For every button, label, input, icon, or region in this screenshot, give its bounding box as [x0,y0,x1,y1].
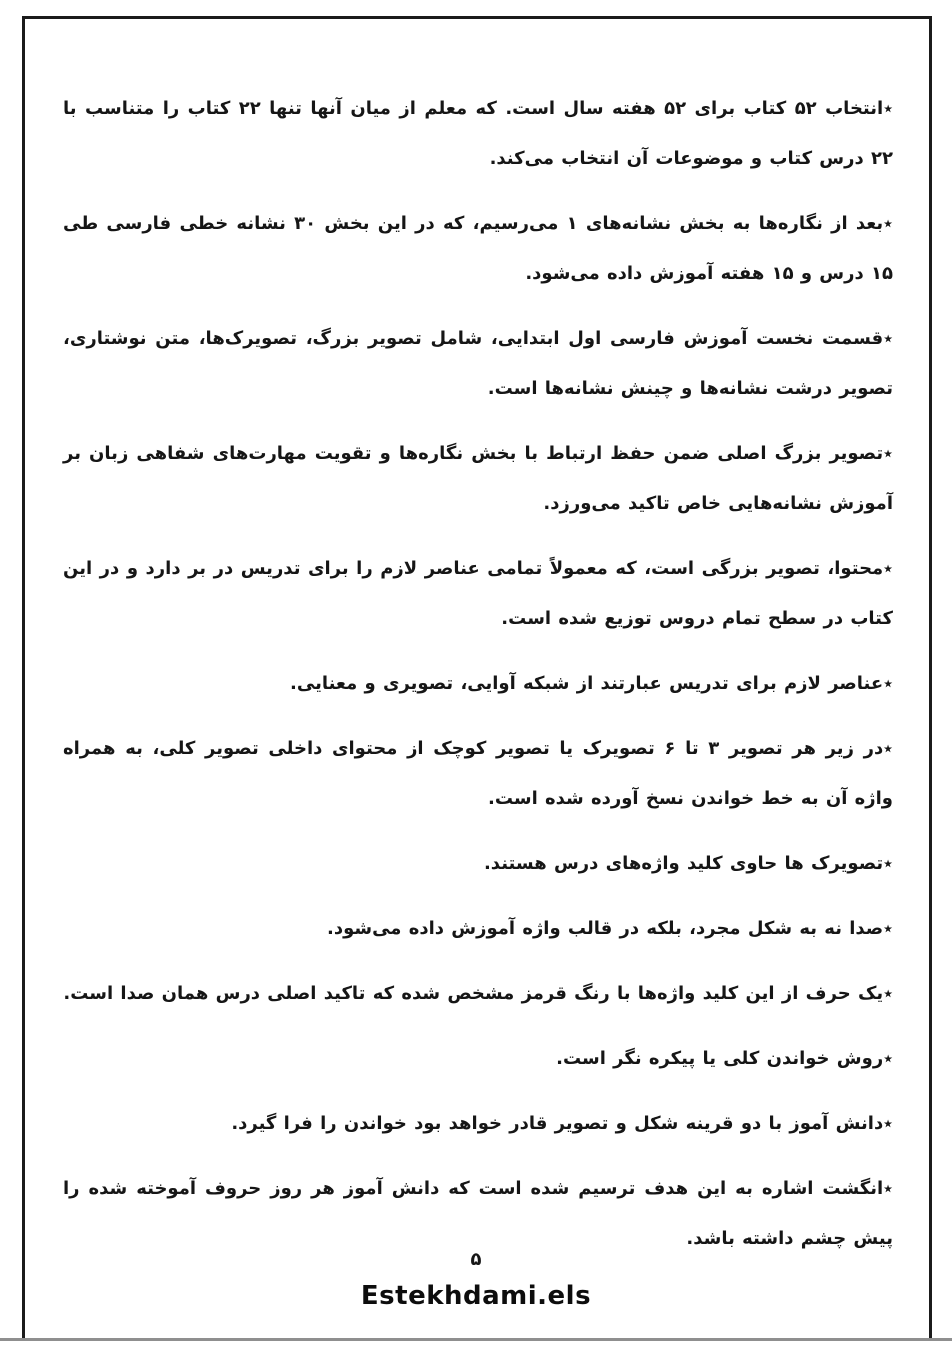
bullet-paragraph: ٭در زیر هر تصویر ۳ تا ۶ تصویرک یا تصویر کوچک از محتوای داخلی تصویر کلی، به همراه واژه آن به خط خواندن نسخ آورده شده است. [63,738,893,809]
page-number: ۵ [470,1249,482,1270]
bullet-paragraph: ٭روش خواندن کلی یا پیکره نگر است. [556,1048,893,1069]
bullet-paragraph: ٭بعد از نگاره‌ها به بخش نشانه‌های ۱ می‌رسیم، که در این بخش ۳۰ نشانه خطی فارسی طی ۱۵ درس و ۱۵ هفته آموزش داده می‌شود. [63,213,893,284]
bullet-paragraph: ٭صدا نه به شکل مجرد، بلکه در قالب واژه آموزش داده می‌شود. [327,918,893,939]
bullet-paragraph: ٭تصویر بزرگ اصلی ضمن حفظ ارتباط با بخش نگاره‌ها و تقویت مهارت‌های شفاهی زبان بر آموزش نشانه‌هایی خاص تاکید می‌ورزد. [63,443,893,514]
footer-brand: Estekhdami.els [360,1281,592,1311]
bullet-paragraph: ٭محتوا، تصویر بزرگی است، که معمولاً تمامی عناصر لازم را برای تدریس در بر دارد و در این کتاب در سطح تمام دروس توزیع شده است. [63,558,893,629]
bullet-paragraph: ٭تصویرک ها حاوی کلید واژه‌های درس هستند. [483,853,893,874]
bullet-paragraph: ٭عناصر لازم برای تدریس عبارتند از شبکه آوایی، تصویری و معنایی. [290,673,893,694]
bullet-paragraph: ٭دانش آموز با دو قرینه شکل و تصویر قادر خواهد بود خواندن را فرا گیرد. [231,1113,893,1134]
document-body [63,84,893,1279]
bullet-paragraph: ٭انگشت اشاره به این هدف ترسیم شده است که دانش آموز هر روز حروف آموخته شده را پیش چشم داشته باشد. [63,1178,893,1249]
bullet-paragraph: ٭قسمت نخست آموزش فارسی اول ابتدایی، شامل تصویر بزرگ، تصویرک‌ها، متن نوشتاری، تصویر درشت نشانه‌ها و چینش نشانه‌ها است. [63,328,893,399]
page-footer [0,1248,952,1311]
bullet-paragraph: ٭انتخاب ۵۲ کتاب برای ۵۲ هفته سال است. که معلم از میان آنها تنها ۲۲ کتاب را متناسب با ۲۲ درس کتاب و موضوعات آن انتخاب می‌کند. [63,98,893,169]
bottom-rule [0,1338,952,1341]
bullet-paragraph: ٭یک حرف از این کلید واژه‌ها با رنگ قرمز مشخص شده که تاکید اصلی درس همان صدا است. [63,983,893,1004]
